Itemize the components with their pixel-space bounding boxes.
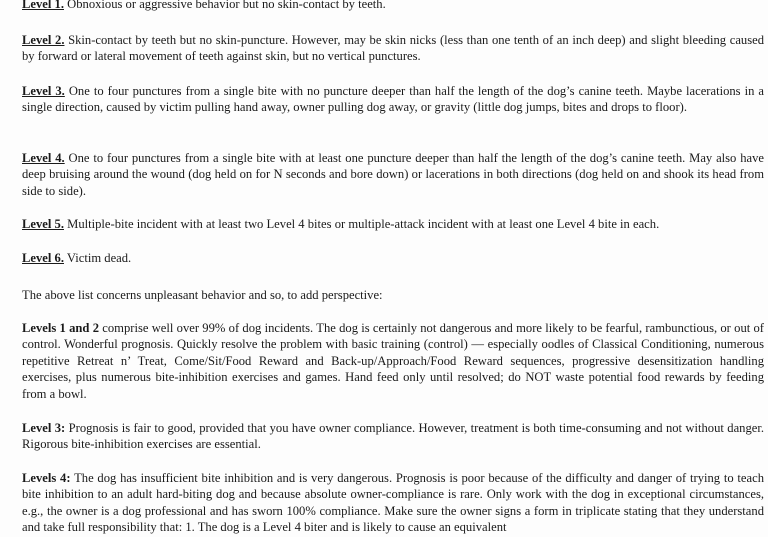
level-5-label: Level 5. — [22, 217, 64, 231]
level-4-paragraph — [22, 150, 764, 199]
level-5-paragraph — [22, 216, 764, 232]
level-4-text: One to four punctures from a single bite with at least one puncture deeper than half the length of the dog’s canine teeth. May also have deep bruising around the wound (dog held on for N seconds and bore down) or lacerations in both directions (dog held on and shook its head from side to side). — [22, 151, 764, 198]
level-6-label: Level 6. — [22, 251, 64, 265]
level-3-text: One to four punctures from a single bite with no puncture deeper than half the length of the dog’s canine teeth. Maybe lacerations in a single direction, caused by victim pulling hand away, owner pulling dog away, or gravity (little dog jumps, bites and drops to floor). — [22, 84, 764, 115]
prognosis-level-4-paragraph — [22, 470, 764, 536]
prognosis-levels-1-2-text: comprise well over 99% of dog incidents. The dog is certainly not dangerous and more likely to be fearful, rambunctious, or out of control. Wonderful prognosis. Quickly resolve the problem with basic training (control) — especially oodles of Classical Conditioning, numerous repetitive Retreat n’ Treat, Come/Sit/Food Reward and Back-up/Approach/Food Reward sequences, progressive desensitization handling exercises, plus numerous bite-inhibition exercises and games. Hand feed only until resolved; do NOT waste potential food rewards by feeding from a bowl. — [22, 321, 765, 401]
prognosis-level-3-text: Prognosis is fair to good, provided that you have owner compliance. However, treatment is both time-consuming and not without danger. Rigorous bite-inhibition exercises are essential. — [22, 421, 764, 452]
prognosis-level-3-label: Level 3: — [22, 421, 66, 435]
level-3-label: Level 3. — [22, 84, 65, 98]
perspective-intro: The above list concerns unpleasant behavior and so, to add perspective: — [22, 288, 383, 302]
prognosis-level-4-label: Levels 4: — [22, 471, 71, 485]
prognosis-levels-1-2-paragraph — [22, 320, 764, 402]
level-1-text: Obnoxious or aggressive behavior but no skin-contact by teeth. — [63, 0, 386, 11]
level-6-paragraph — [22, 250, 764, 266]
level-5-text: Multiple-bite incident with at least two Level 4 bites or multiple-attack incident with at least one Level 4 bite in each. — [63, 217, 660, 231]
level-2-paragraph — [22, 32, 764, 65]
level-1-paragraph — [22, 0, 764, 12]
prognosis-level-4-text: The dog has insufficient bite inhibition and is very dangerous. Prognosis is poor because of the difficulty and danger of trying to teach bite inhibition to an adult hard-biting dog and because absolute owner-compliance is rare. Only work with the dog in exceptional circumstances, e.g., the owner is a dog professional and has sworn 100% compliance. Make sure the owner signs a form in triplicate stating that they understand and take full responsibility that: 1. The dog is a Level 4 biter and is likely to cause an equivalent — [22, 471, 764, 535]
prognosis-levels-1-2-label: Levels 1 and 2 — [22, 321, 99, 335]
level-1-label: Level 1. — [22, 0, 64, 11]
level-2-text: Skin-contact by teeth but no skin-puncture. However, may be skin nicks (less than one tenth of an inch deep) and slight bleeding caused by forward or lateral movement of teeth against skin, but no vertical punctures. — [22, 33, 764, 64]
level-2-label: Level 2. — [22, 33, 65, 47]
level-3-paragraph — [22, 83, 764, 116]
level-6-text: Victim dead. — [63, 251, 132, 265]
level-4-label: Level 4. — [22, 151, 65, 165]
prognosis-level-3-paragraph — [22, 420, 764, 453]
